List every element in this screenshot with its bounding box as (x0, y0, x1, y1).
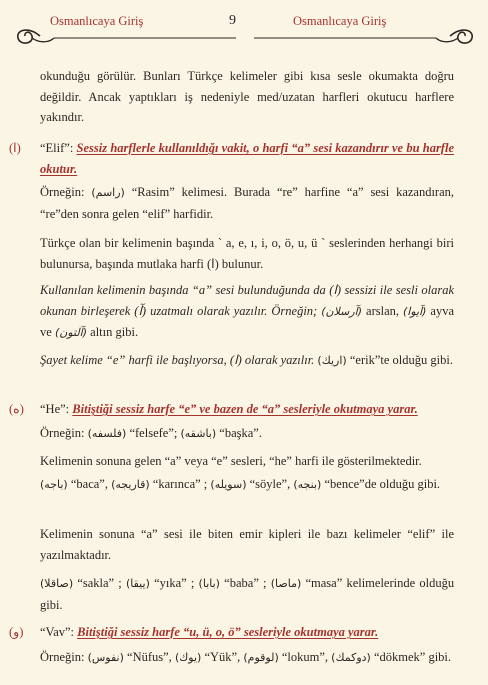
page-number: 9 (229, 13, 236, 28)
paragraph-vav: “Vav”: Bitiştiği sessiz harfe “u, ü, o, ö” sesleriyle okutmaya yarar. (40, 625, 379, 639)
paragraph-medd: Kullanılan kelimenin başında “a” sesi bulunduğunda da (ا) sessizi ile sesli olarak okunan birleşerek (آ) uzatmalı olarak yazılır. Örneğin; (آرسلان) arslan, (آيوا) ayva ve (آلتون) altın gibi. (40, 283, 455, 339)
paragraph-imperative: Kelimenin sonuna “a” sesi ile biten emir kipleri ile bazı kelimeler “elif” ile yazılmaktadır. (40, 527, 454, 562)
paragraph-example-nufus: Örneğin: (نفوس) “Nüfus”, (يوك) “Yük”, (لوقوم) “lokum”, (دوكمك) “dökmek” gibi. (40, 650, 452, 664)
paragraph-example-felsefe: Örneğin: (فلسفه) “felsefe”; (باشقه) “başka”. (40, 426, 262, 440)
header-ornament-left (10, 22, 240, 48)
header-right-title: Osmanlıcaya Giriş (293, 14, 387, 28)
header-left-title: Osmanlıcaya Giriş (50, 14, 144, 28)
page-header (0, 0, 488, 52)
paragraph-word-end: Kelimenin sonuna gelen “a” veya “e” sesleri, “he” harfi ile gösterilmektedir. (40, 454, 422, 468)
paragraph-intro: okunduğu görülür. Bunları Türkçe kelimeler gibi kısa sesle okumakta doğru değildir. Ancak yaptıkları iş nedeniyle med/uzatan harfleri okutucu harflere yakındır. (40, 69, 454, 124)
paragraph-example-rasim: Örneğin: (راسم) “Rasim” kelimesi. Burada “re” harfine “a” sesi kazandıran, “re”den sonra gelen “elif” harfidir. (40, 185, 455, 221)
vav-marker: (و) (9, 625, 24, 639)
paragraph-example-baca: (باجه) “baca”, (قاریجه) “karınca” ; (سویله) “söyle”, (بنجه) “bence”de olduğu gibi. (40, 477, 441, 491)
paragraph-he: “He”: Bitiştiği sessiz harfe “e” ve bazen de “a” sesleriyle okutmaya yarar. (40, 402, 418, 416)
elif-marker: (ا) (9, 141, 21, 155)
paragraph-e-start: Şayet kelime “e” harfi ile başlıyorsa, (ا) olarak yazılır. (اریك) “erik”te olduğu gibi. (40, 353, 453, 367)
paragraph-elif: “Elif”: Sessiz harflerle kullanıldığı vakit, o harfi “a” sesi kazandırır ve bu harfle okutur. (40, 141, 454, 176)
paragraph-example-sakla: (صاقلا) “sakla” ; (ییقا) “yıka” ; (بابا) “baba” ; (ماصا) “masa” kelimelerinde olduğu gibi. (40, 576, 455, 612)
paragraph-turkish-words: Türkçe olan bir kelimenin başında ` a, e, ı, i, o, ö, u, ü ` seslerinden herhangi biri bulunursa, başında mutlaka harfi (ا) bulunur. (40, 236, 454, 271)
he-marker: (ه) (9, 402, 24, 416)
header-ornament-right (250, 22, 480, 48)
